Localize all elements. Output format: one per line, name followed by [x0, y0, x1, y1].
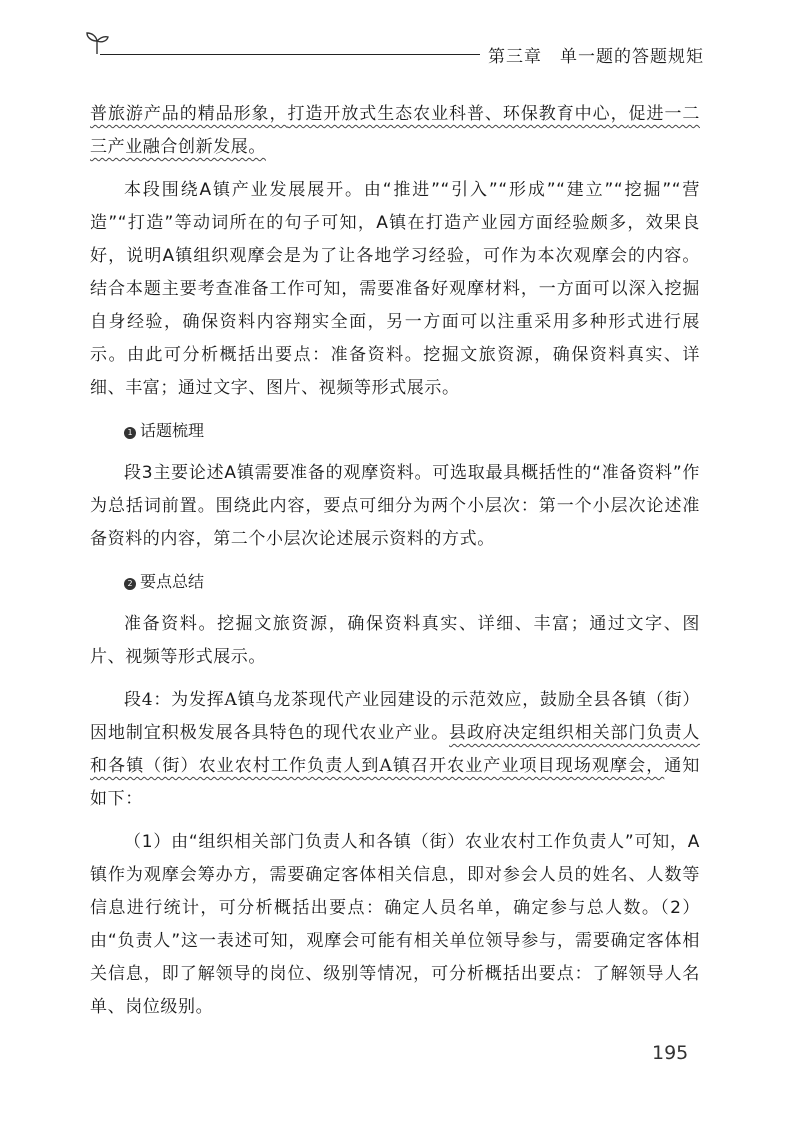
underlined-phrase: 促进一二三产业融合创新发展。	[90, 104, 700, 157]
page-header	[0, 0, 800, 80]
source-text: 通知如下：	[90, 756, 700, 809]
header-rule	[100, 54, 480, 55]
paragraph-analysis: 本段围绕A镇产业发展展开。由“推进”“引入”“形成”“建立”“挖掘”“营造”“打造”等动词所在的句子可知，A镇在打造产业园方面经验颇多，效果良好，说明A镇组织观摩会是为了让各地学习经验，可作为本次观摩会的内容。结合本题主要考查准备工作可知，需要准备好观摩材料，一方面可以深入挖掘自身经验，确保资料内容翔实全面，另一方面可以注重采用多种形式进行展示。由此可分析概括出要点：准备资料。挖掘文旅资源，确保资料真实、详细、丰富；通过文字、图片、视频等形式展示。	[90, 180, 700, 398]
underlined-phrase: 县政府决定组织相关部门负责人和各镇（街）农业农村工作负责人到A镇召开农业产业项目现场观摩会，	[90, 723, 700, 776]
underlined-phrase: 普旅游产品的精品形象，	[90, 104, 288, 124]
page-body	[90, 98, 700, 1024]
paragraph-1	[90, 98, 700, 164]
section-heading-topic	[90, 417, 700, 445]
chapter-label: 第三章	[488, 47, 542, 67]
running-head	[488, 42, 704, 67]
chapter-title: 单一题的答题规矩	[560, 47, 704, 67]
paragraph-source-4	[90, 684, 700, 816]
number-badge: 2	[124, 578, 136, 590]
heading-text: 话题梳理	[140, 421, 205, 440]
number-badge: 1	[124, 427, 136, 439]
source-text: 段4：为发挥A镇乌龙茶现代产业园建设的示范效应，鼓励全县各镇（街）因地制宜积极发展各具特色的现代农业产业。	[90, 690, 700, 743]
paragraph-summary: 准备资料。挖掘文旅资源，确保资料真实、详细、丰富；通过文字、图片、视频等形式展示。	[90, 614, 700, 667]
heading-text: 要点总结	[140, 572, 205, 591]
section-heading-summary	[90, 568, 700, 596]
page-number: 195	[652, 1042, 689, 1064]
paragraph-topic: 段3主要论述A镇需要准备的观摩资料。可选取最具概括性的“准备资料”作为总括词前置。围绕此内容，要点可细分为两个小层次：第一个小层次论述准备资料的内容，第二个小层次论述展示资料的方式。	[90, 463, 700, 549]
underlined-phrase: 打造开放式生态农业科普、环保教育中心，	[287, 104, 629, 124]
paragraph-analysis-4: （1）由“组织相关部门负责人和各镇（街）农业农村工作负责人”可知，A镇作为观摩会筹办方，需要确定客体相关信息，即对参会人员的姓名、人数等信息进行统计，可分析概括出要点：确定人员名单，确定参与总人数。（2）由“负责人”这一表述可知，观摩会可能有相关单位领导参与，需要确定客体相关信息，即了解领导的岗位、级别等情况，可分析概括出要点：了解领导人名单、岗位级别。	[90, 832, 700, 1017]
